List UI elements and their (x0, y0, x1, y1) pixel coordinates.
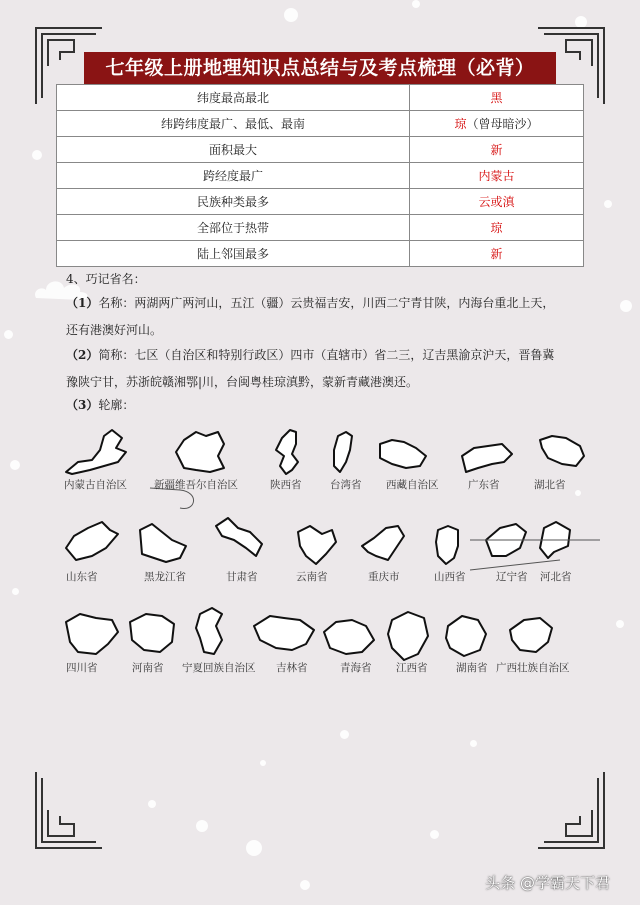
fact-answer: 琼 (410, 215, 584, 241)
fact-question: 跨经度最广 (57, 163, 410, 189)
province-label: 广西壮族自治区 (496, 662, 570, 674)
qinghai-outline (324, 620, 374, 654)
province-label: 辽宁省 (496, 571, 528, 583)
province-label: 西藏自治区 (386, 479, 439, 491)
chongqing-outline (362, 526, 404, 560)
yunnan-outline (298, 526, 336, 564)
province-label: 云南省 (296, 571, 328, 583)
guangxi-outline (510, 618, 552, 652)
province-label: 江西省 (396, 662, 428, 674)
item-text: 简称：七区（自治区和特别行政区）四市（直辖市）省二三，辽吉黑渝京沪天，晋鲁冀 (98, 348, 555, 362)
province-label: 四川省 (66, 662, 98, 674)
item-text: 豫陕宁甘，苏浙皖赣湘鄂|川，台闽粤桂琼滇黔，蒙新青藏港澳还。 (66, 375, 419, 389)
fact-question: 陆上邻国最多 (57, 241, 410, 267)
shanxi-outline (436, 526, 458, 564)
xinjiang-outline (176, 432, 224, 472)
fact-question: 面积最大 (57, 137, 410, 163)
province-label: 台湾省 (330, 479, 362, 491)
province-label: 湖北省 (534, 479, 566, 491)
sichuan-outline (66, 614, 118, 654)
item-text: 还有港澳好河山。 (66, 323, 163, 337)
fact-answer: 新 (410, 241, 584, 267)
fact-answer: 内蒙古 (410, 163, 584, 189)
fact-question: 民族种类最多 (57, 189, 410, 215)
tibet-outline (380, 440, 426, 468)
hunan-outline (446, 616, 486, 656)
shandong-outline (66, 522, 118, 560)
province-label: 山西省 (434, 571, 466, 583)
fact-answer: 黑 (410, 85, 584, 111)
province-label: 河南省 (132, 662, 164, 674)
henan-outline (130, 614, 174, 652)
item-number: （2） (66, 348, 99, 362)
fact-answer: 琼 (454, 117, 467, 131)
province-label: 重庆市 (368, 571, 400, 583)
jilin-outline (254, 616, 314, 650)
province-label: 河北省 (540, 571, 572, 583)
ningxia-outline (196, 608, 222, 654)
hubei-outline (540, 436, 584, 466)
fact-question: 全部位于热带 (57, 215, 410, 241)
inner-mongolia-outline (66, 430, 126, 474)
fact-answer: 新 (410, 137, 584, 163)
gansu-outline (216, 518, 262, 556)
item-number: （3） (66, 398, 99, 412)
province-label: 宁夏回族自治区 (182, 662, 256, 674)
shaanxi-outline (276, 430, 298, 474)
province-label: 陕西省 (270, 479, 302, 491)
province-label: 内蒙古自治区 (64, 479, 127, 491)
item-text: 名称：两湖两广两河山，五江（疆）云贵福吉安，川西二宁青甘陕，内海台重北上天， (98, 296, 555, 310)
province-label: 甘肃省 (226, 571, 258, 583)
fact-question: 纬度最高最北 (57, 85, 410, 111)
section-heading: 4、巧记省名： (66, 272, 146, 286)
taiwan-outline (334, 432, 352, 472)
province-label: 广东省 (468, 479, 500, 491)
heilongjiang-outline (140, 524, 186, 562)
province-label: 黑龙江省 (144, 571, 186, 583)
item-text: 轮廓： (98, 398, 135, 412)
guangdong-outline (462, 444, 512, 472)
province-label: 湖南省 (456, 662, 488, 674)
fact-answer: 云或滇 (410, 189, 584, 215)
watermark: 头条 @学霸天下君 (485, 874, 610, 892)
province-label: 山东省 (66, 571, 98, 583)
fact-answer-note: （曾母暗沙） (466, 117, 539, 131)
province-label: 新疆维吾尔自治区 (154, 479, 238, 491)
item-number: （1） (66, 296, 99, 310)
page-title: 七年级上册地理知识点总结与及考点梳理（必背） (84, 52, 556, 84)
fact-question: 纬跨纬度最广、最低、最南 (57, 111, 410, 137)
jiangxi-outline (388, 612, 428, 660)
province-label: 吉林省 (276, 662, 308, 674)
province-label: 青海省 (340, 662, 372, 674)
